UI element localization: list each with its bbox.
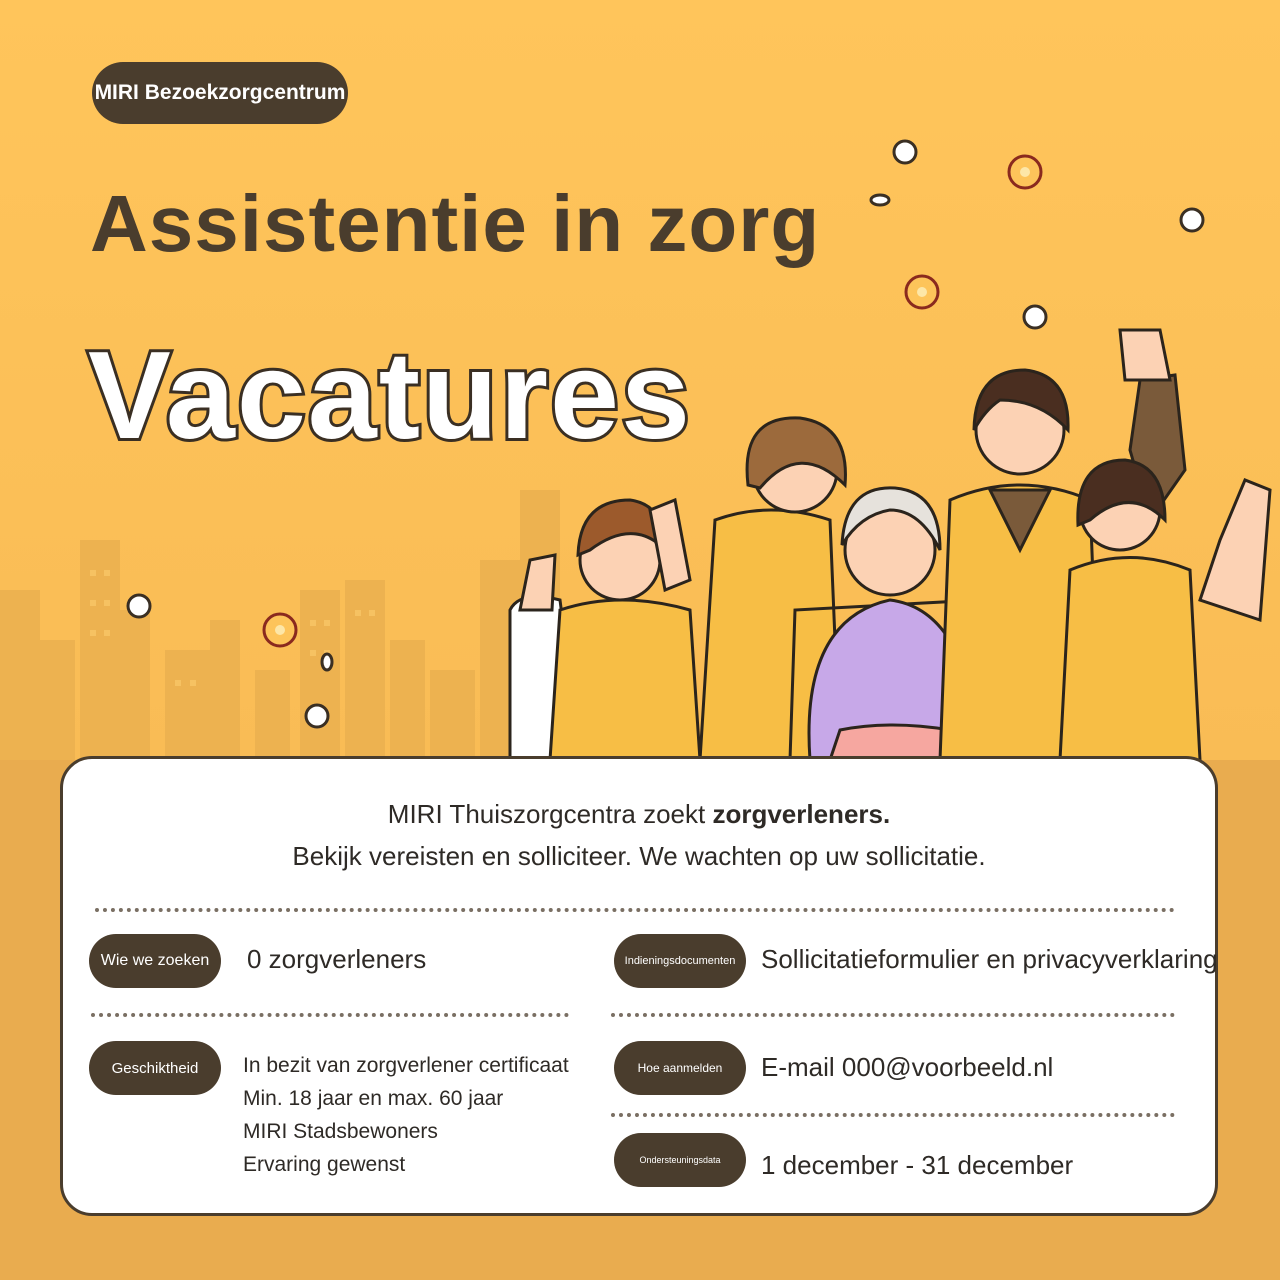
divider	[91, 1013, 569, 1017]
value-apply: E-mail 000@voorbeeld.nl	[761, 1052, 1054, 1082]
info-card	[60, 756, 1218, 1216]
brand-badge: MIRI Bezoekzorgcentrum	[92, 62, 348, 124]
intro-line-1	[63, 799, 1215, 830]
value-dates: 1 december - 31 december	[761, 1150, 1074, 1180]
label-who: Wie we zoeken	[89, 934, 221, 988]
divider	[611, 1013, 1175, 1017]
eligibility-item: Ervaring gewenst	[243, 1153, 406, 1176]
label-docs: Indieningsdocumenten	[614, 934, 746, 988]
intro-highlight: zorgverleners.	[712, 799, 891, 829]
label-eligibility: Geschiktheid	[89, 1041, 221, 1095]
intro-prefix: MIRI Thuiszorgcentra zoekt	[387, 799, 713, 829]
page-headline: Vacatures	[88, 327, 692, 465]
page-title: Assistentie in zorg	[90, 179, 821, 268]
divider	[95, 908, 1175, 912]
eligibility-list	[243, 1049, 569, 1181]
label-dates: Ondersteuningsdata	[614, 1133, 746, 1187]
label-apply: Hoe aanmelden	[614, 1041, 746, 1095]
eligibility-item: MIRI Stadsbewoners	[243, 1120, 438, 1143]
value-docs: Sollicitatieformulier en privacyverklaring	[761, 944, 1218, 974]
eligibility-item: In bezit van zorgverlener certificaat	[243, 1054, 569, 1077]
eligibility-item: Min. 18 jaar en max. 60 jaar	[243, 1087, 504, 1110]
value-who: 0 zorgverleners	[247, 944, 427, 974]
divider	[611, 1113, 1175, 1117]
intro-line-2: Bekijk vereisten en solliciteer. We wachten op uw sollicitatie.	[292, 841, 986, 871]
